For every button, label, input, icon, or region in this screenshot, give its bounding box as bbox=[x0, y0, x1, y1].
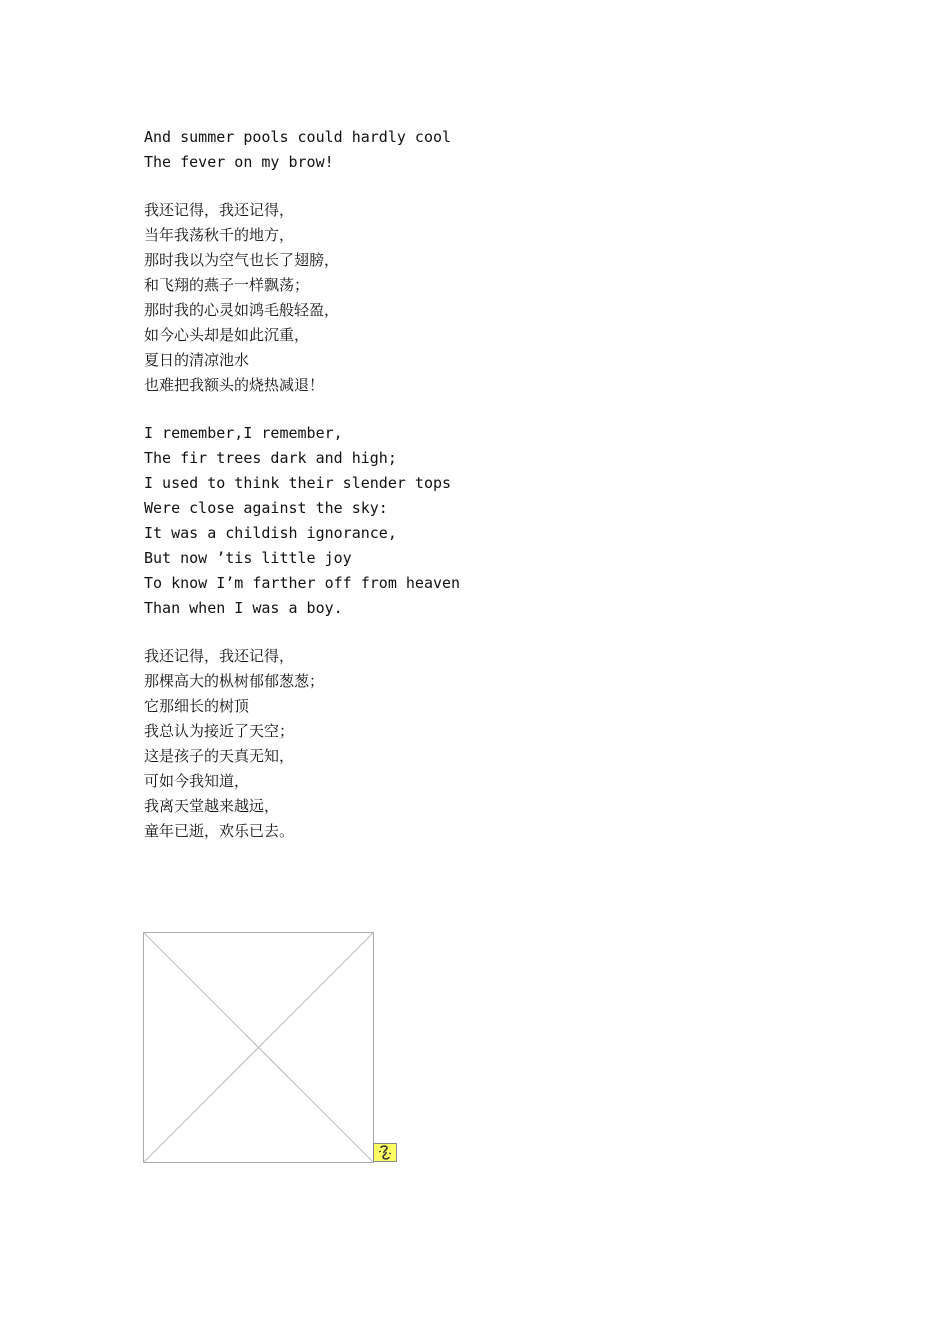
poem-line: I used to think their slender tops bbox=[144, 474, 452, 492]
broken-link-icon bbox=[373, 1143, 397, 1162]
poem-line: Than when I was a boy. bbox=[144, 599, 343, 617]
stanza-3 bbox=[144, 421, 844, 621]
poem-line: To know I’m farther off from heaven bbox=[144, 574, 461, 592]
poem-line: 它那细长的树顶 bbox=[144, 697, 250, 715]
poem-line: The fir trees dark and high; bbox=[144, 449, 397, 467]
poem-line: 我总认为接近了天空； bbox=[144, 722, 295, 740]
poem-line: 那时我的心灵如鸿毛般轻盈， bbox=[144, 301, 340, 319]
stanza-2 bbox=[144, 198, 844, 398]
poem-line: 夏日的清凉池水 bbox=[144, 351, 250, 369]
stanza-4 bbox=[144, 644, 844, 844]
poem-line: And summer pools could hardly cool bbox=[144, 128, 452, 146]
poem-line: 这是孩子的天真无知， bbox=[144, 747, 295, 765]
poem-line: 那时我以为空气也长了翅膀， bbox=[144, 251, 340, 269]
poem-line: 可如今我知道， bbox=[144, 772, 250, 790]
image-placeholder bbox=[143, 932, 374, 1163]
poem-line: 当年我荡秋千的地方， bbox=[144, 226, 295, 244]
poem-line: 也难把我额头的烧热减退！ bbox=[144, 376, 325, 394]
poem-line: But now ’tis little joy bbox=[144, 549, 352, 567]
poem-line: Were close against the sky: bbox=[144, 499, 388, 517]
poem-line: 我还记得，我还记得， bbox=[144, 647, 295, 665]
poem-text bbox=[144, 125, 844, 867]
poem-line: 我还记得，我还记得， bbox=[144, 201, 295, 219]
poem-line: 那棵高大的枞树郁郁葱葱； bbox=[144, 672, 325, 690]
stanza-1 bbox=[144, 125, 844, 175]
poem-line: The fever on my brow! bbox=[144, 153, 334, 171]
poem-line: 童年已逝，欢乐已去。 bbox=[144, 822, 295, 840]
poem-line: It was a childish ignorance, bbox=[144, 524, 397, 542]
poem-line: 如今心头却是如此沉重， bbox=[144, 326, 310, 344]
missing-image-frame bbox=[143, 932, 374, 1163]
poem-line: I remember,I remember, bbox=[144, 424, 343, 442]
poem-line: 我离天堂越来越远， bbox=[144, 797, 280, 815]
poem-line: 和飞翔的燕子一样飘荡； bbox=[144, 276, 310, 294]
